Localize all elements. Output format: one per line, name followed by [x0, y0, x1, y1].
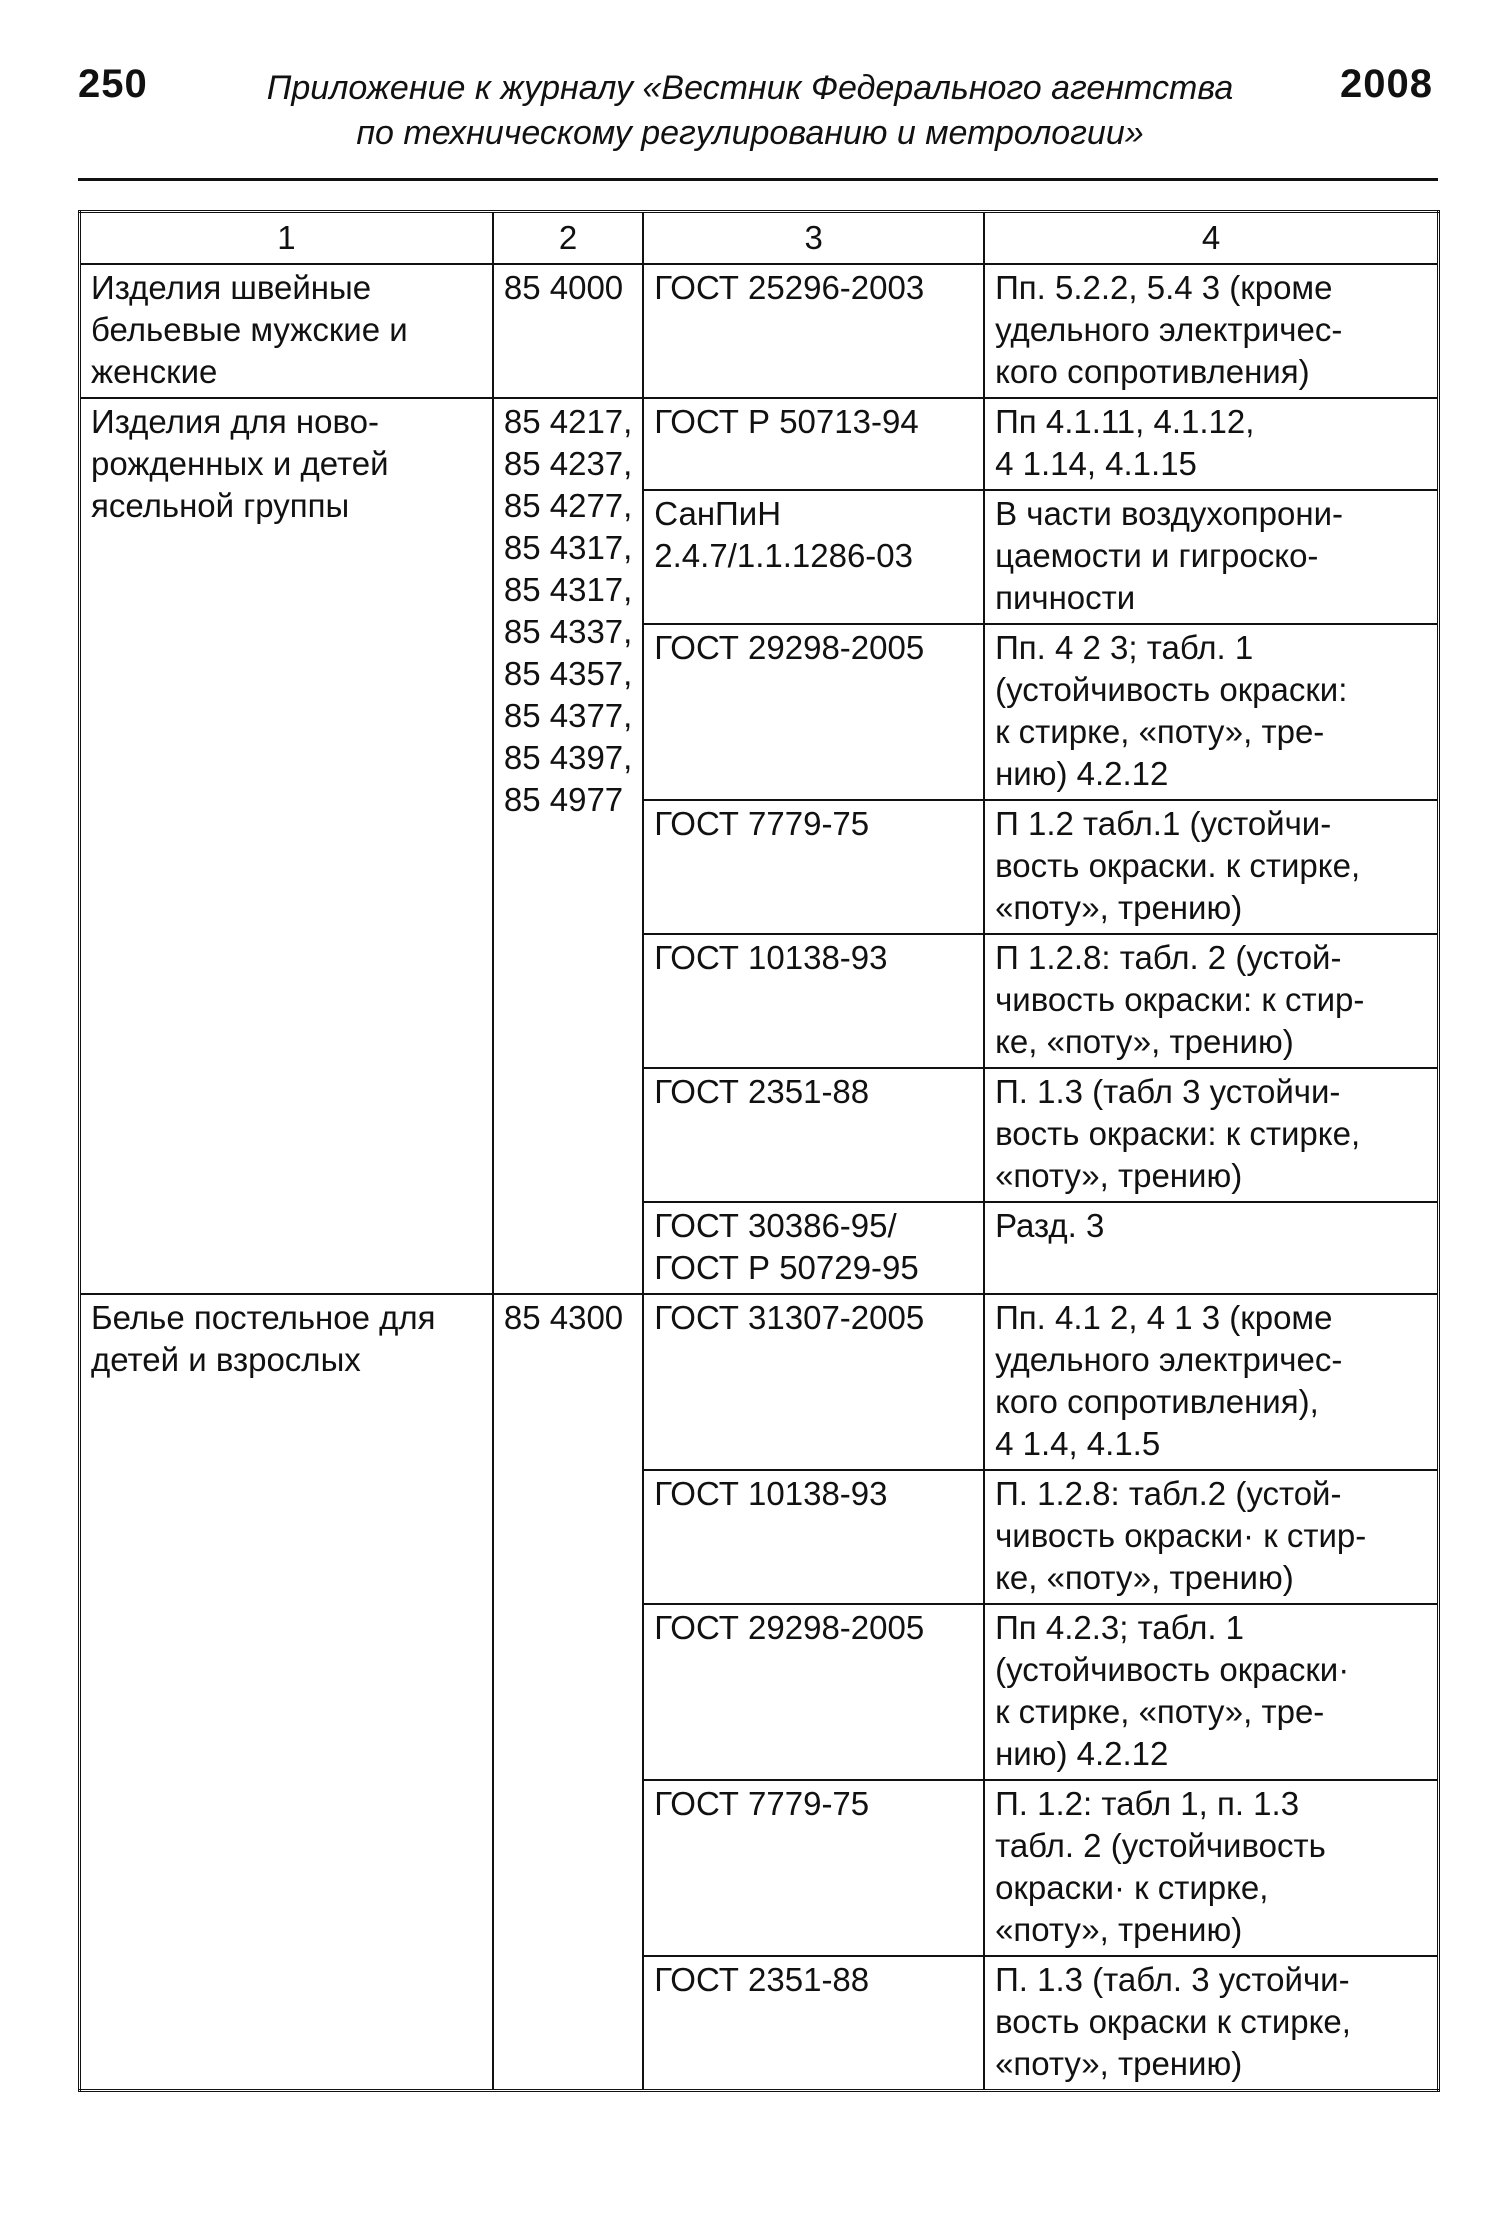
code-cell: 85 4000 — [493, 264, 643, 398]
product-cell: Белье постельное для детей и взрослых — [80, 1294, 493, 2091]
clauses-cell: П 1.2.8: табл. 2 (устой- чивость окраски: к стир- ке, «поту», трению) — [984, 934, 1438, 1068]
standard-cell: ГОСТ 10138-93 — [643, 934, 984, 1068]
standard-cell: ГОСТ 7779-75 — [643, 1780, 984, 1956]
product-cell: Изделия швейные бельевые мужские и женские — [80, 264, 493, 398]
running-header-title — [180, 66, 1320, 156]
clauses-cell: Пп. 4 2 3; табл. 1 (устойчивость окраски: к стирке, «поту», тре- нию) 4.2.12 — [984, 624, 1438, 800]
table-row — [80, 264, 1439, 398]
header-title-line-2: по техническому регулированию и метрологии» — [356, 114, 1144, 152]
standard-cell: ГОСТ Р 50713-94 — [643, 398, 984, 490]
standard-cell: ГОСТ 31307-2005 — [643, 1294, 984, 1470]
header-rule — [78, 178, 1438, 181]
standard-cell: ГОСТ 2351-88 — [643, 1068, 984, 1202]
clauses-cell: Разд. 3 — [984, 1202, 1438, 1294]
clauses-cell: Пп 4.1.11, 4.1.12, 4 1.14, 4.1.15 — [984, 398, 1438, 490]
standard-cell: ГОСТ 25296-2003 — [643, 264, 984, 398]
standard-cell: ГОСТ 2351-88 — [643, 1956, 984, 2091]
standard-cell: ГОСТ 29298-2005 — [643, 1604, 984, 1780]
clauses-cell: Пп. 4.1 2, 4 1 3 (кроме удельного электричес- кого сопротивления), 4 1.4, 4.1.5 — [984, 1294, 1438, 1470]
code-cell: 85 4300 — [493, 1294, 643, 2091]
table-row — [80, 1294, 1439, 1470]
clauses-cell: В части воздухопрони- цаемости и гигроско- пичности — [984, 490, 1438, 624]
clauses-cell: П. 1.2: табл 1, п. 1.3 табл. 2 (устойчивость окраски· к стирке, «поту», трению) — [984, 1780, 1438, 1956]
standard-cell: ГОСТ 7779-75 — [643, 800, 984, 934]
table-header-row — [80, 212, 1439, 265]
header-title-line-1: Приложение к журналу «Вестник Федерального агентства — [266, 69, 1234, 107]
column-header-3: 3 — [643, 212, 984, 265]
clauses-cell: П 1.2 табл.1 (устойчи- вость окраски. к стирке, «поту», трению) — [984, 800, 1438, 934]
clauses-cell: П. 1.3 (табл. 3 устойчи- вость окраски к стирке, «поту», трению) — [984, 1956, 1438, 2091]
standard-cell: ГОСТ 10138-93 — [643, 1470, 984, 1604]
code-cell: 85 4217, 85 4237, 85 4277, 85 4317, 85 4317, 85 4337, 85 4357, 85 4377, 85 4397, 85 4977 — [493, 398, 643, 1294]
column-header-2: 2 — [493, 212, 643, 265]
clauses-cell: П. 1.2.8: табл.2 (устой- чивость окраски· к стир- ке, «поту», трению) — [984, 1470, 1438, 1604]
standard-cell: СанПиН 2.4.7/1.1.1286-03 — [643, 490, 984, 624]
clauses-cell: Пп 4.2.3; табл. 1 (устойчивость окраски· к стирке, «поту», тре- нию) 4.2.12 — [984, 1604, 1438, 1780]
clauses-cell: Пп. 5.2.2, 5.4 3 (кроме удельного электричес- кого сопротивления) — [984, 264, 1438, 398]
header-year: 2008 — [1340, 62, 1433, 106]
product-cell: Изделия для ново- рожденных и детей ясельной группы — [80, 398, 493, 1294]
column-header-4: 4 — [984, 212, 1438, 265]
standard-cell: ГОСТ 29298-2005 — [643, 624, 984, 800]
table-row — [80, 398, 1439, 490]
standard-cell: ГОСТ 30386-95/ ГОСТ Р 50729-95 — [643, 1202, 984, 1294]
clauses-cell: П. 1.3 (табл 3 устойчи- вость окраски: к стирке, «поту», трению) — [984, 1068, 1438, 1202]
page-number: 250 — [78, 62, 148, 106]
column-header-1: 1 — [80, 212, 493, 265]
standards-table — [78, 210, 1440, 2092]
